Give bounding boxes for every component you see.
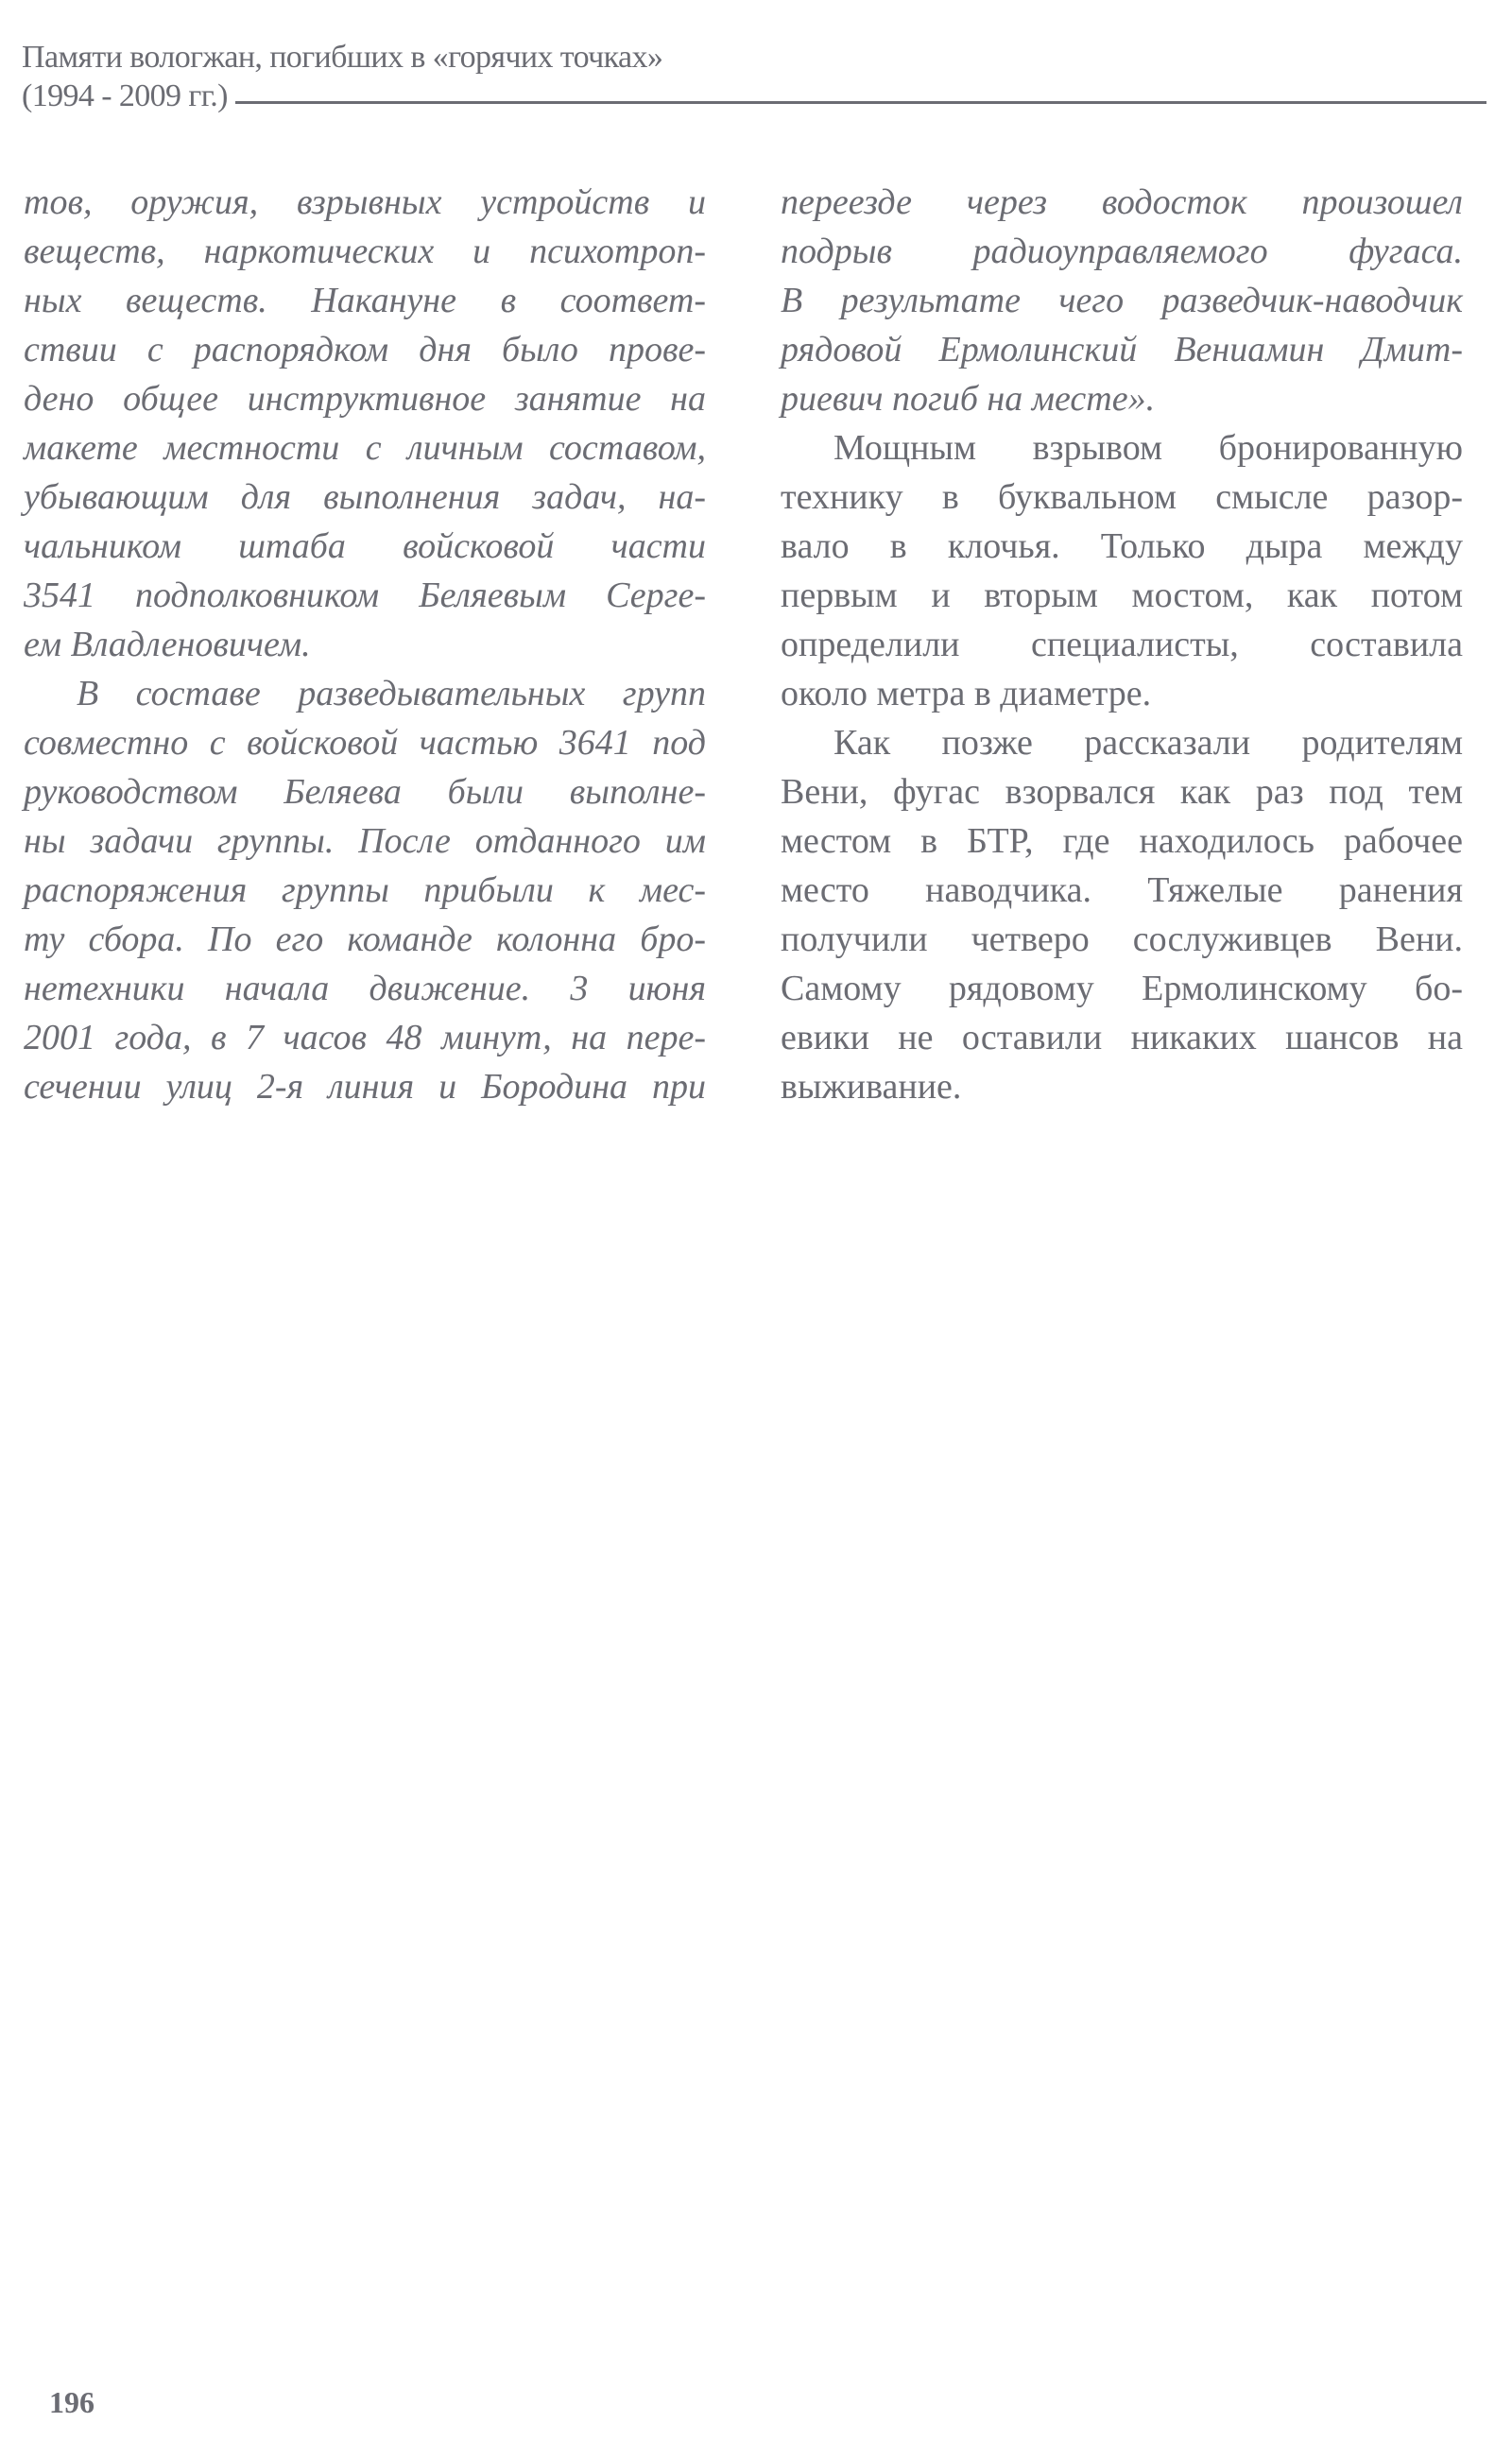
text-line: вало в клочья. Только дыра между [781,526,1463,566]
text-line: риевич погиб на месте». [781,379,1156,419]
text-line: выживание. [781,1067,962,1107]
text-line: веществ, наркотических и психотроп- [24,232,706,271]
text-line: тов, оружия, взрывных устройств и [24,182,706,222]
text-line: убывающим для выполнения задач, на- [24,477,706,517]
text-line: В результате чего разведчик-наводчик [781,281,1463,320]
text-line: получили четверо сослуживцев Вени. [781,919,1463,959]
text-line: макете местности с личным составом, [24,428,706,468]
paragraph [781,423,1463,718]
text-line: евики не оставили никаких шансов на [781,1018,1463,1057]
paragraph [24,178,706,669]
text-line: первым и вторым мостом, как потом [781,576,1463,615]
text-line: сечении улиц 2-я линия и Бородина при [24,1067,706,1107]
paragraph [24,669,706,1111]
running-header [22,38,1486,115]
text-line: руководством Беляева были выполне- [24,772,706,812]
text-line: подрыв радиоуправляемого фугаса. [781,232,1463,271]
quote-paragraph [781,178,1463,423]
header-rule [235,101,1486,104]
text-line: около метра в диаметре. [781,674,1152,713]
text-line: Вени, фугас взорвался как раз под тем [781,772,1463,812]
text-line: Самому рядовому Ермолинскому бо- [781,969,1463,1008]
text-line: местом в БТР, где находилось рабочее [781,821,1463,861]
text-line: Как позже рассказали родителям [833,723,1463,763]
text-line: ны задачи группы. После отданного им [24,821,706,861]
left-column [24,178,706,1111]
text-line: нетехники начала движение. 3 июня [24,969,706,1008]
text-line: переезде через водосток произошел [781,182,1463,222]
text-line: ту сбора. По его команде колонна бро- [24,919,706,959]
paragraph [781,718,1463,1111]
text-line: распоряжения группы прибыли к мес- [24,870,706,910]
page-number: 196 [49,2385,94,2419]
header-title: Памяти вологжан, погибших в «горячих точках» [22,40,663,75]
text-line: определили специалисты, составила [781,625,1463,664]
header-subtitle-row [22,77,1486,115]
text-line: ем Владленовичем. [24,625,311,664]
text-line: 2001 года, в 7 часов 48 минут, на пере- [24,1018,706,1057]
text-line: чальником штаба войсковой части [24,526,706,566]
text-line: дено общее инструктивное занятие на [24,379,706,419]
header-years: (1994 - 2009 гг.) [22,78,228,113]
text-line: технику в буквальном смысле разор- [781,477,1463,517]
text-line: рядовой Ермолинский Вениамин Дмит- [781,330,1463,369]
text-line: Мощным взрывом бронированную [833,428,1463,468]
text-line: В составе разведывательных групп [77,674,706,713]
text-line: ных веществ. Накануне в соответ- [24,281,706,320]
text-line: 3541 подполковником Беляевым Серге- [24,576,706,615]
text-line: ствии с распорядком дня было прове- [24,330,706,369]
right-column [781,178,1463,1111]
text-line: место наводчика. Тяжелые ранения [781,870,1463,910]
text-line: совместно с войсковой частью 3641 под [24,723,706,763]
